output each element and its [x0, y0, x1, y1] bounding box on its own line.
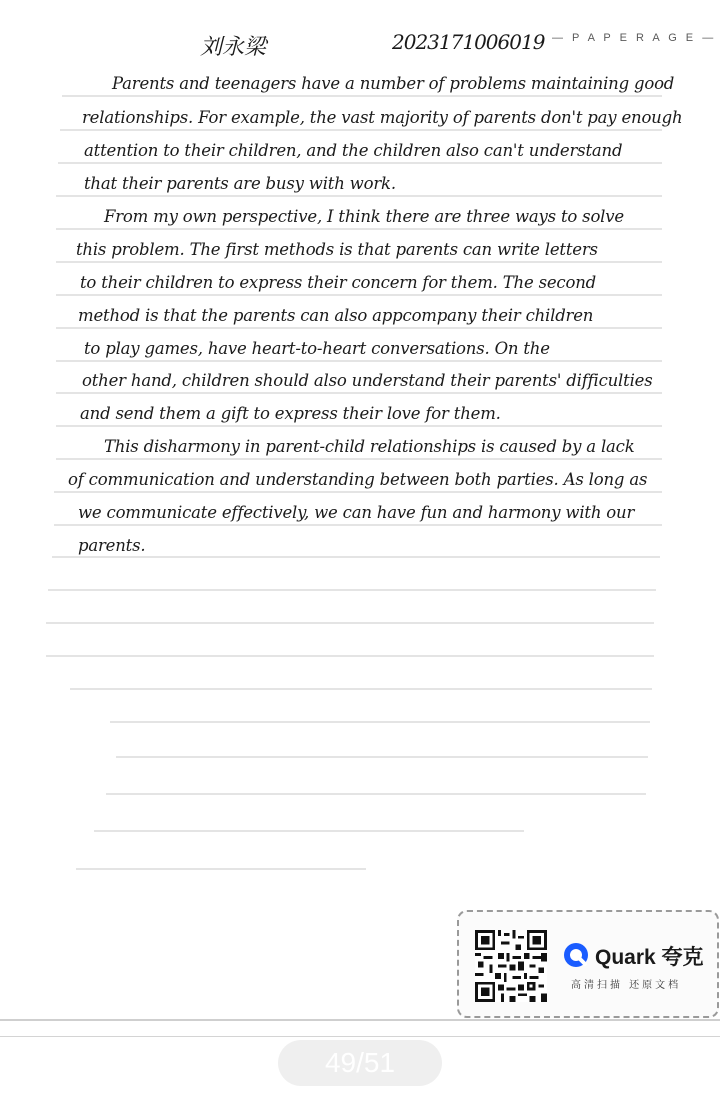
essay-line: relationships. For example, the vast majority of parents don't pay enough	[82, 108, 683, 127]
essay-line: From my own perspective, I think there are three ways to solve	[104, 207, 624, 226]
essay-line: method is that the parents can also appcompany their children	[78, 306, 594, 325]
essay-line: to their children to express their concern for them. The second	[80, 273, 596, 292]
page-indicator: 49/51	[278, 1040, 442, 1086]
quark-tagline: 高清扫描 还原文档	[571, 980, 682, 991]
quark-brand: Quark 夸克	[595, 946, 704, 969]
essay-line: of communication and understanding between both parties. As long as	[68, 470, 648, 489]
page-divider	[0, 1019, 720, 1021]
student-name: 刘永梁	[200, 35, 267, 60]
essay-line: parents.	[78, 536, 146, 555]
essay-line: to play games, have heart-to-heart conversations. On the	[84, 339, 550, 358]
essay-line: that their parents are busy with work.	[84, 174, 396, 193]
qr-code-icon	[475, 930, 547, 1002]
paperage-brand: — P A P E R A G E —	[552, 32, 717, 44]
essay-line: This disharmony in parent-child relationships is caused by a lack	[104, 437, 635, 456]
student-id: 2023171006019	[392, 30, 545, 54]
essay-line: attention to their children, and the children also can't understand	[84, 141, 623, 160]
essay-line: Parents and teenagers have a number of problems maintaining good	[112, 74, 675, 93]
essay-line: and send them a gift to express their love for them.	[80, 404, 501, 423]
quark-logo-icon	[563, 942, 589, 968]
quark-watermark	[457, 910, 719, 1018]
essay-line: we communicate effectively, we can have fun and harmony with our	[78, 503, 635, 522]
essay-line: other hand, children should also understand their parents' difficulties	[82, 371, 653, 390]
essay-line: this problem. The first methods is that parents can write letters	[76, 240, 598, 259]
